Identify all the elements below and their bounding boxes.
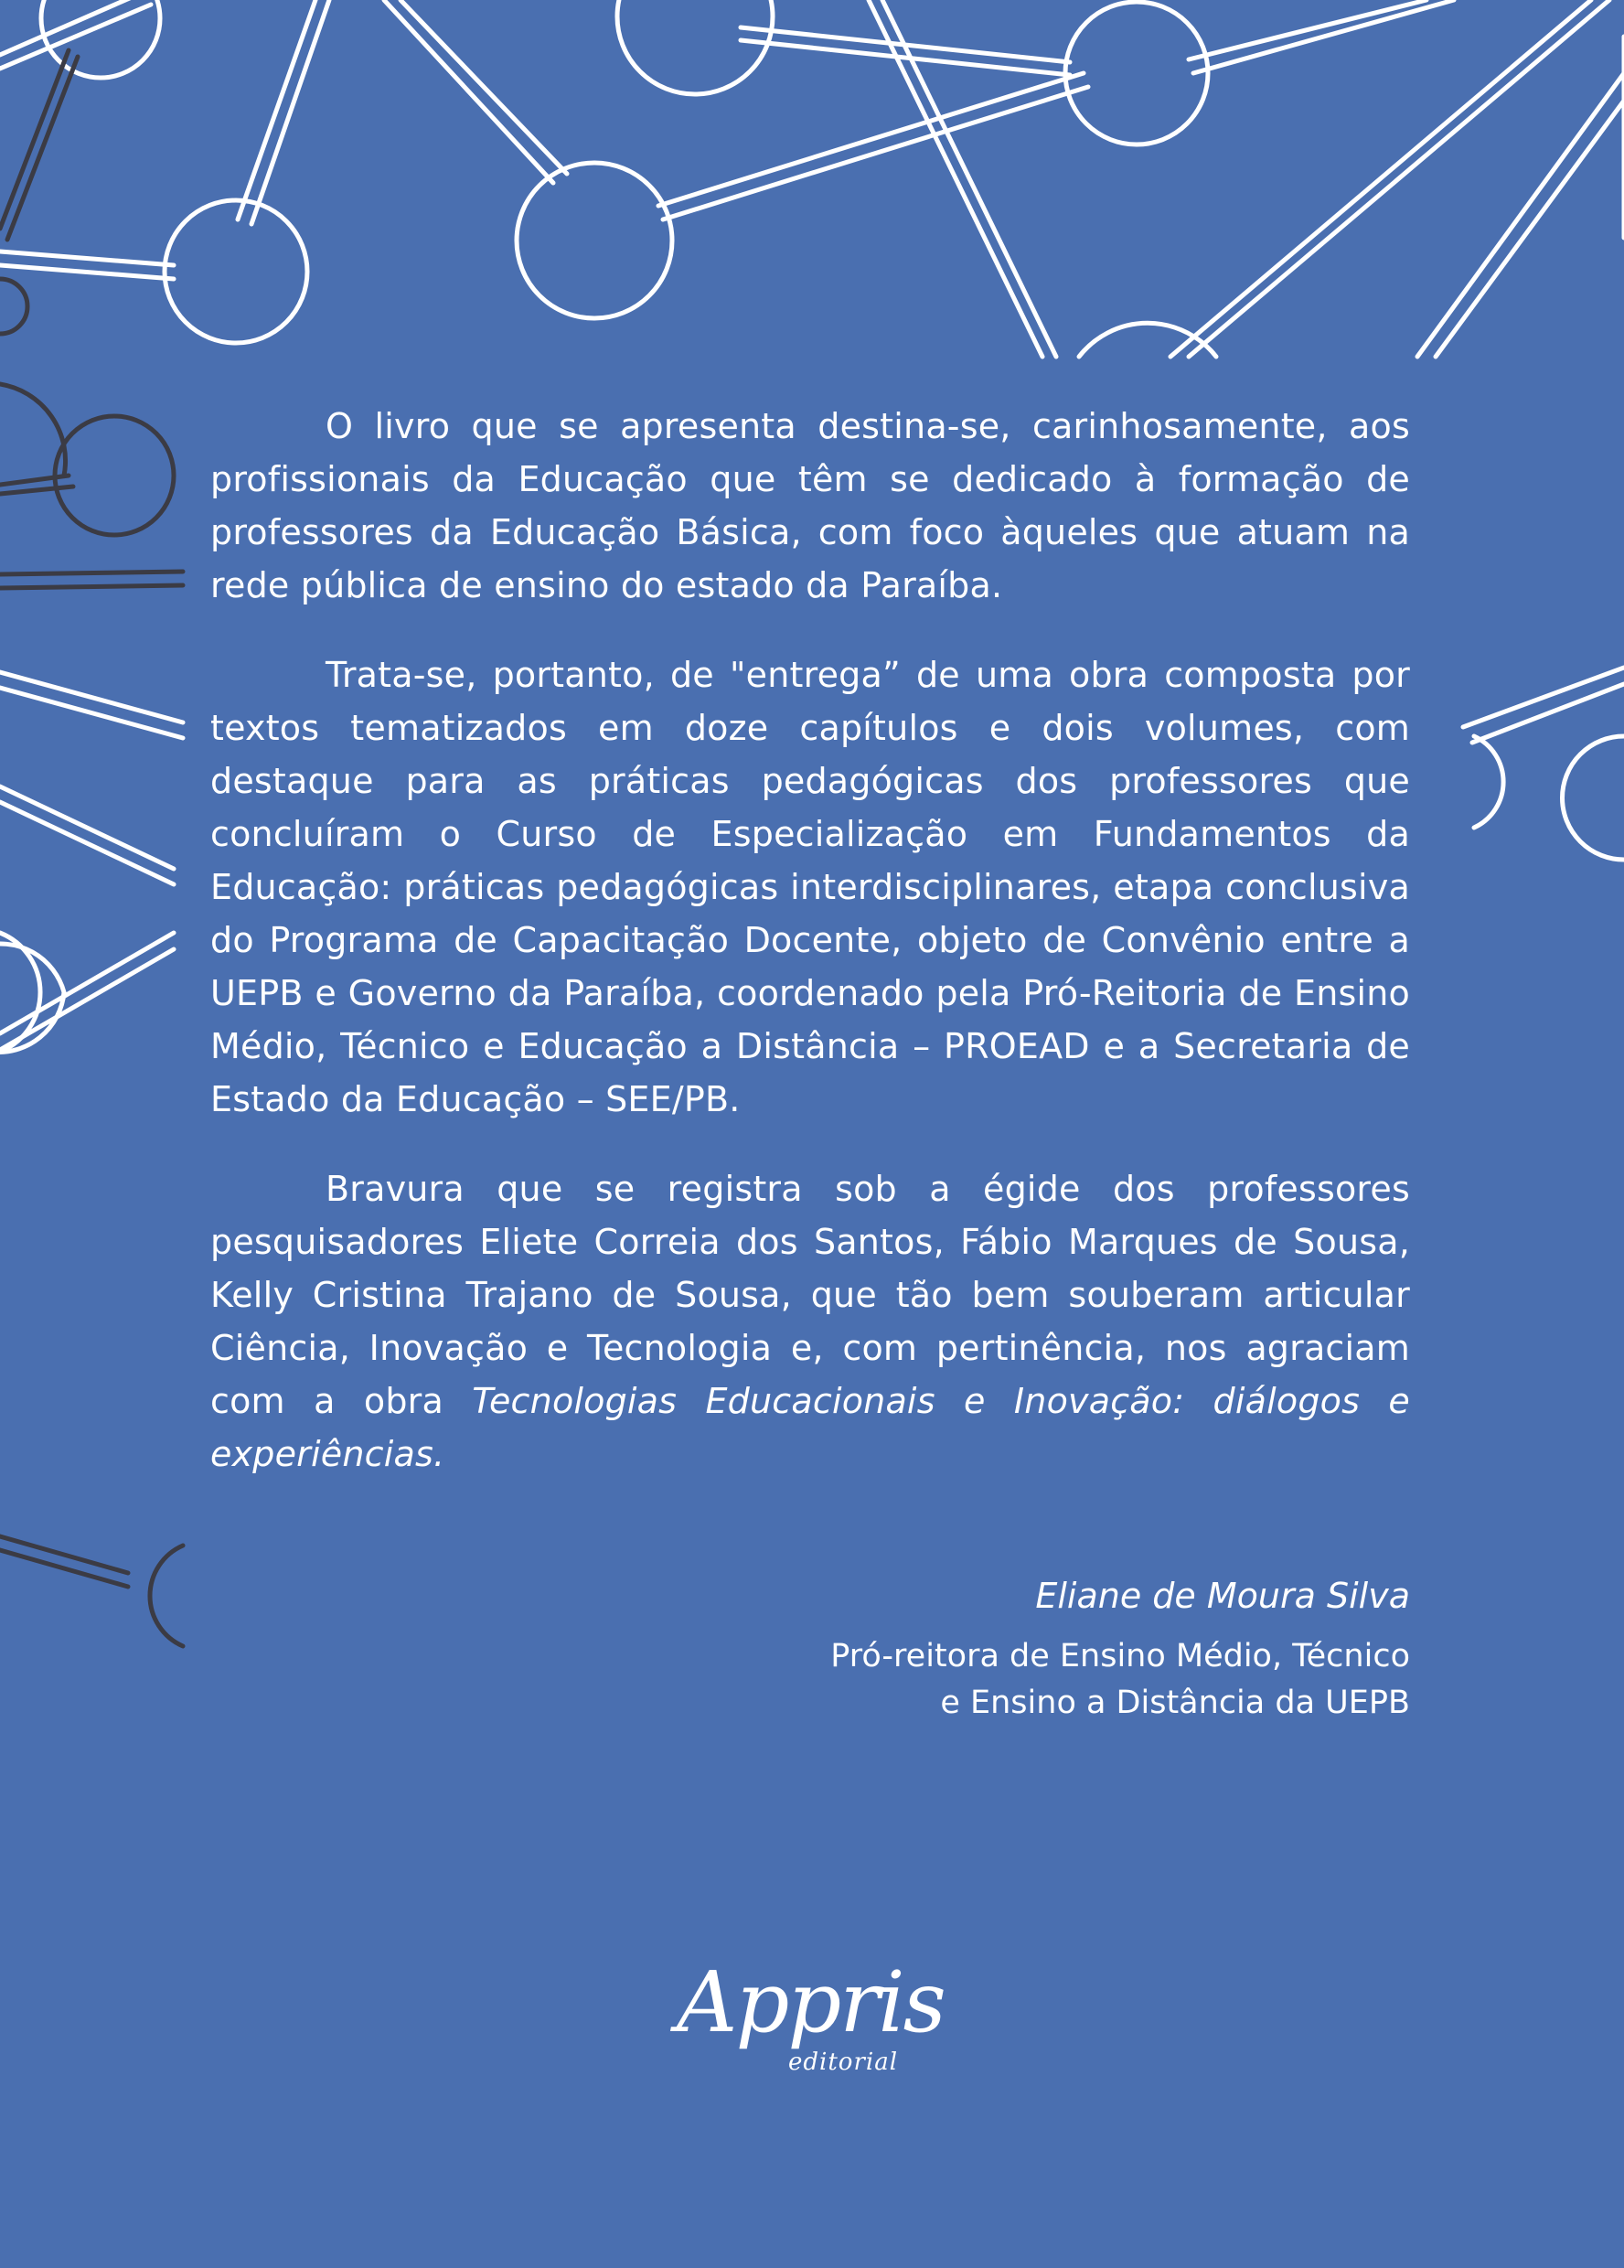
- paragraph-acknowledgement: [210, 1162, 1410, 1481]
- logo-subtitle: editorial: [788, 2049, 899, 2076]
- author-name: Eliane de Moura Silva: [1035, 1576, 1410, 1616]
- paragraph-description: Trata-se, portanto, de "entrega” de uma obra composta por textos tematizados em doze capítulos e dois volumes, com destaque para as práticas pedagógicas dos professores que concluíram o Curso de Especialização em Fundamentos da Educação: práticas pedagógicas interdisciplinares, etapa conclusiva do Programa de Capacitação Docente, objeto de Convênio entre a UEPB e Governo da Paraíba, coordenado pela Pró-Reitoria de Ensino Médio, Técnico e Educação a Distância – PROEAD e a Secretaria de Estado da Educação – SEE/PB.: [210, 655, 1410, 1119]
- signature-block: [830, 1569, 1410, 1727]
- paragraph-acknowledgement-text: Bravura que se registra sob a égide dos professores pesquisadores Eliete Correia dos Santos, Fábio Marques de Sousa, Kelly Cristina Trajano de Sousa, que tão bem souberam articular Ciência, Inovação e Tecnologia e, com pertinência, nos agraciam com a obra: [210, 1169, 1410, 1421]
- back-cover-text: [210, 400, 1410, 1517]
- author-role-line-1: Pró-reitora de Ensino Médio, Técnico: [830, 1638, 1410, 1674]
- book-title: Tecnologias Educacionais e Inovação: diálogos e experiências.: [210, 1381, 1410, 1474]
- author-role-line-2: e Ensino a Distância da UEPB: [940, 1685, 1410, 1721]
- paragraph-intro: O livro que se apresenta destina-se, carinhosamente, aos profissionais da Educação que têm se dedicado à formação de professores da Educação Básica, com foco àqueles que atuam na rede pública de ensino do estado da Paraíba.: [210, 406, 1410, 605]
- publisher-logo: [677, 1953, 988, 2094]
- logo-wordmark: Appris: [677, 1953, 945, 2051]
